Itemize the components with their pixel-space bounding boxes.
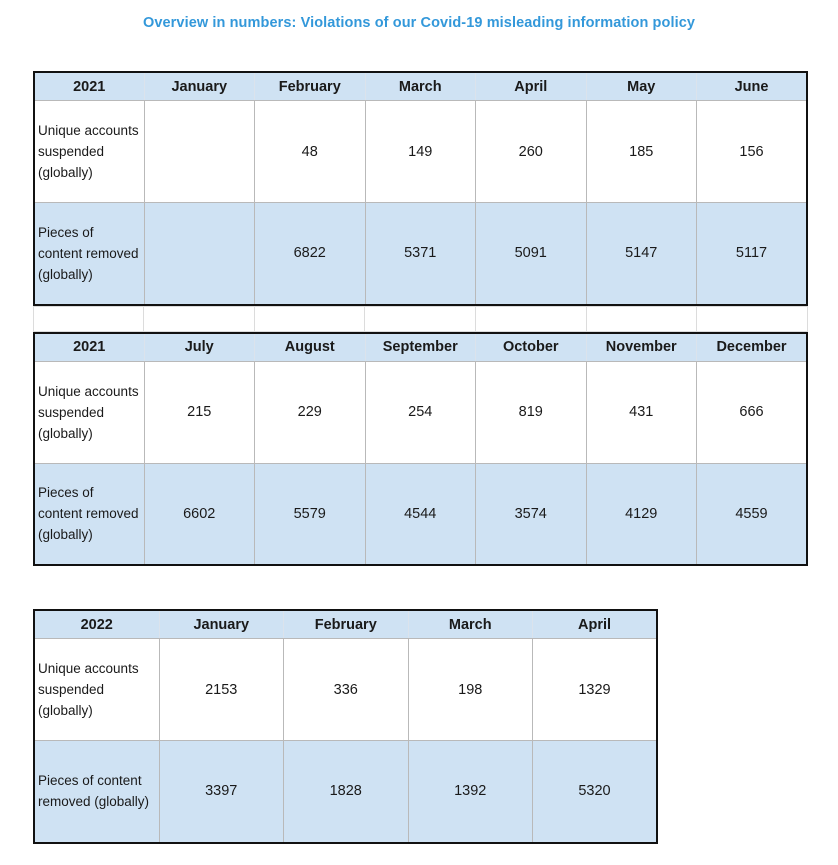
value-cell: 1392 [408, 741, 533, 843]
value-cell: 3397 [159, 741, 284, 843]
value-cell: 198 [408, 639, 533, 741]
value-cell: 48 [255, 101, 366, 203]
value-cell: 5091 [476, 203, 587, 305]
table-2021-second-half [33, 332, 808, 567]
page-title: Overview in numbers: Violations of our Covid-19 misleading information policy [142, 15, 696, 31]
value-cell: 5579 [255, 463, 366, 565]
value-cell: 5117 [697, 203, 808, 305]
value-cell: 666 [697, 361, 808, 463]
row-label-content: Pieces of content removed (globally) [34, 741, 159, 843]
value-cell: 5320 [533, 741, 658, 843]
value-cell [144, 203, 255, 305]
month-header-cell: January [159, 610, 284, 639]
month-header-cell: November [586, 333, 697, 362]
value-cell [144, 101, 255, 203]
row-label-accounts: Unique accounts suspended (globally) [34, 639, 159, 741]
month-header-cell: December [697, 333, 808, 362]
value-cell: 229 [255, 361, 366, 463]
month-header-cell: May [586, 72, 697, 101]
content-removed-row [34, 741, 657, 843]
value-cell: 6822 [255, 203, 366, 305]
value-cell: 2153 [159, 639, 284, 741]
month-header-cell: February [284, 610, 409, 639]
content-removed-row [34, 203, 807, 305]
row-label-accounts: Unique accounts suspended (globally) [34, 101, 144, 203]
empty-cell [254, 306, 365, 331]
table-header-row [34, 72, 807, 101]
value-cell: 156 [697, 101, 808, 203]
table-2022 [33, 609, 658, 844]
value-cell: 3574 [476, 463, 587, 565]
month-header-cell: February [255, 72, 366, 101]
empty-cell [697, 306, 808, 331]
value-cell: 260 [476, 101, 587, 203]
month-header-cell: September [365, 333, 476, 362]
month-header-cell: August [255, 333, 366, 362]
value-cell: 6602 [144, 463, 255, 565]
value-cell: 5371 [365, 203, 476, 305]
month-header-cell: October [476, 333, 587, 362]
value-cell: 254 [365, 361, 476, 463]
month-header-cell: March [408, 610, 533, 639]
empty-cell [475, 306, 586, 331]
content-removed-row [34, 463, 807, 565]
value-cell: 4544 [365, 463, 476, 565]
spacer-row [34, 306, 808, 331]
table-2021-first-half [33, 71, 808, 306]
value-cell: 431 [586, 361, 697, 463]
value-cell: 1828 [284, 741, 409, 843]
row-label-content: Pieces of content removed (globally) [34, 203, 144, 305]
month-header-cell: April [533, 610, 658, 639]
empty-cell [34, 306, 144, 331]
empty-cell [586, 306, 697, 331]
empty-cell [144, 306, 255, 331]
value-cell: 336 [284, 639, 409, 741]
accounts-suspended-row [34, 361, 807, 463]
month-header-cell: July [144, 333, 255, 362]
empty-cell [365, 306, 476, 331]
month-header-cell: June [697, 72, 808, 101]
value-cell: 4559 [697, 463, 808, 565]
empty-spacer-row [33, 306, 808, 332]
value-cell: 149 [365, 101, 476, 203]
accounts-suspended-row [34, 101, 807, 203]
year-header-cell: 2021 [34, 333, 144, 362]
row-label-accounts: Unique accounts suspended (globally) [34, 361, 144, 463]
row-label-content: Pieces of content removed (globally) [34, 463, 144, 565]
year-header-cell: 2022 [34, 610, 159, 639]
accounts-suspended-row [34, 639, 657, 741]
month-header-cell: January [144, 72, 255, 101]
table-header-row [34, 333, 807, 362]
value-cell: 5147 [586, 203, 697, 305]
value-cell: 4129 [586, 463, 697, 565]
value-cell: 185 [586, 101, 697, 203]
value-cell: 1329 [533, 639, 658, 741]
year-header-cell: 2021 [34, 72, 144, 101]
month-header-cell: March [365, 72, 476, 101]
month-header-cell: April [476, 72, 587, 101]
value-cell: 819 [476, 361, 587, 463]
value-cell: 215 [144, 361, 255, 463]
table-header-row [34, 610, 657, 639]
